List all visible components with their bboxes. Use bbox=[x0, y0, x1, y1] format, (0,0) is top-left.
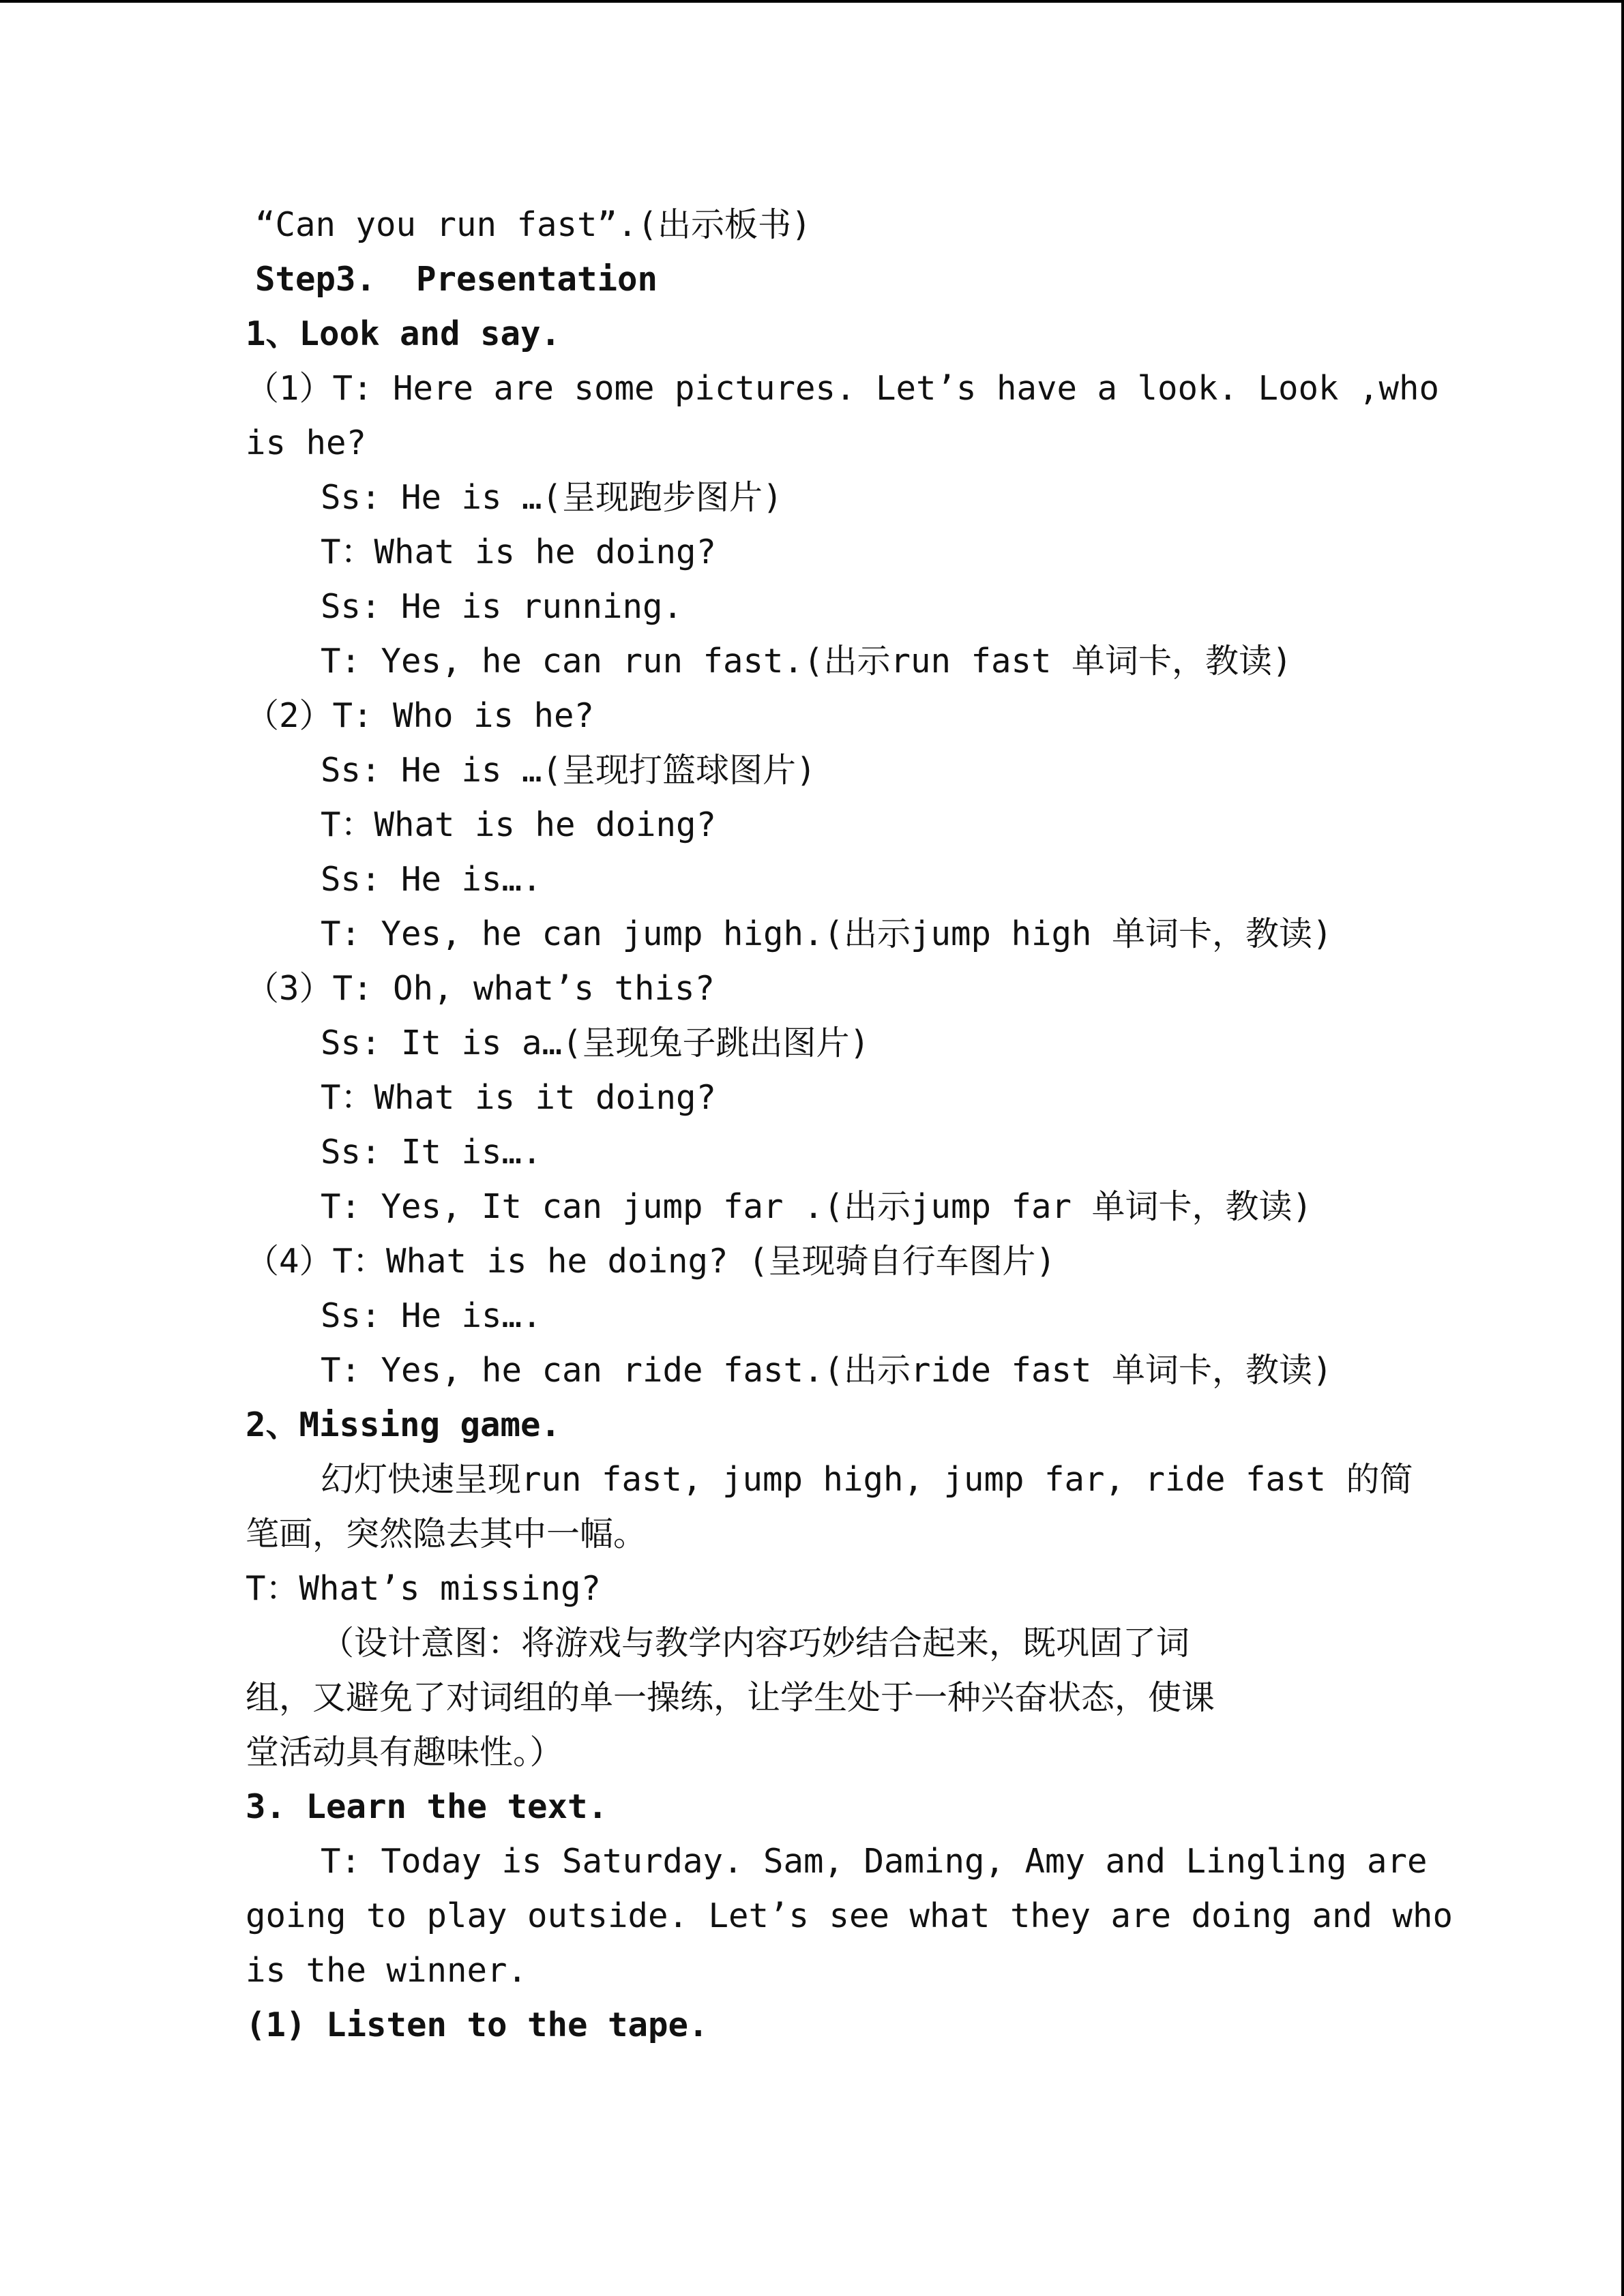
text-line: （1）T: Here are some pictures. Let’s have a look. Look ,who bbox=[246, 369, 1440, 408]
text-line: 3. Learn the text. bbox=[246, 1787, 608, 1826]
text-line: “Can you run fast”.(出示板书) bbox=[255, 205, 812, 244]
text-line: Ss: He is …(呈现打篮球图片) bbox=[321, 751, 816, 790]
text-line: T: Yes, he can run fast.(出示run fast 单词卡，教读) bbox=[321, 642, 1293, 681]
text-line: 1、Look and say. bbox=[246, 314, 561, 353]
document-body bbox=[246, 198, 1453, 2053]
text-line: Ss: It is…. bbox=[321, 1133, 542, 1172]
text-line: 笔画，突然隐去其中一幅。 bbox=[246, 1515, 647, 1553]
text-line: （3）T: Oh, what’s this? bbox=[246, 969, 715, 1008]
text-line: Ss: He is …(呈现跑步图片) bbox=[321, 478, 783, 517]
text-line: Ss: He is…. bbox=[321, 1296, 542, 1335]
page-right-border bbox=[1621, 0, 1624, 2296]
text-line: Ss: He is running. bbox=[321, 587, 683, 626]
text-line: 幻灯快速呈现run fast, jump high, jump far, ride fast 的简 bbox=[321, 1460, 1413, 1499]
text-line: going to play outside. Let’s see what they are doing and who bbox=[246, 1896, 1453, 1935]
text-line: T: Yes, It can jump far .(出示jump far 单词卡，教读) bbox=[321, 1187, 1313, 1226]
text-line: 堂活动具有趣味性。） bbox=[246, 1733, 563, 1772]
text-line: is he? bbox=[246, 423, 367, 462]
text-line: 组，又避免了对词组的单一操练，让学生处于一种兴奋状态，使课 bbox=[246, 1678, 1215, 1717]
text-line: （4）T：What is he doing? (呈现骑自行车图片) bbox=[246, 1242, 1057, 1281]
text-line: T：What is he doing? bbox=[321, 533, 717, 571]
text-line: (1) Listen to the tape. bbox=[246, 2006, 709, 2044]
text-line: （设计意图：将游戏与教学内容巧妙结合起来，既巩固了词 bbox=[321, 1624, 1190, 1663]
text-line: Ss: He is…. bbox=[321, 860, 542, 899]
text-line: T: Yes, he can jump high.(出示jump high 单词卡，教读) bbox=[321, 914, 1333, 953]
text-line: Ss: It is a…(呈现兔子跳出图片) bbox=[321, 1024, 870, 1062]
text-line: 2、Missing game. bbox=[246, 1405, 561, 1444]
text-line: T: Yes, he can ride fast.(出示ride fast 单词卡，教读) bbox=[321, 1351, 1333, 1390]
text-line: T：What is it doing? bbox=[321, 1078, 717, 1117]
text-line: T: Today is Saturday. Sam, Daming, Amy and Lingling are bbox=[321, 1842, 1428, 1881]
page-top-border bbox=[0, 0, 1624, 3]
text-line: T：What’s missing? bbox=[246, 1569, 602, 1608]
text-line: is the winner. bbox=[246, 1951, 528, 1990]
text-line: （2）T: Who is he? bbox=[246, 696, 595, 735]
text-line: Step3. Presentation bbox=[255, 260, 658, 299]
text-line: T：What is he doing? bbox=[321, 805, 717, 844]
